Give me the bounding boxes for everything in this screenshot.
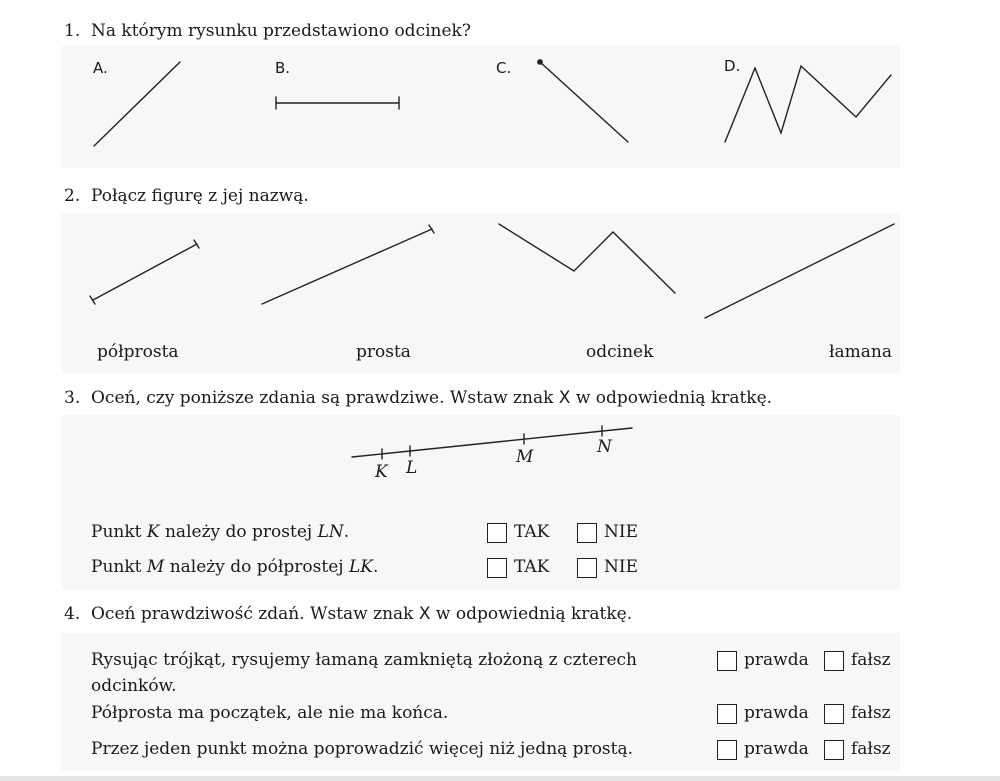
q2-number: 2. xyxy=(64,186,81,206)
q1-option-d-label: D. xyxy=(724,57,741,75)
q4-text-after: w odpowiednią kratkę. xyxy=(430,604,633,624)
q3-s2-nie-label: NIE xyxy=(604,557,638,577)
q1-figure-d-polyline xyxy=(725,66,891,142)
q4-s3-falsz-label: fałsz xyxy=(851,739,891,759)
q4-s3-falsz-checkbox[interactable] xyxy=(824,740,844,760)
page-bottom-edge xyxy=(0,776,1000,781)
q4-s1-falsz-label: fałsz xyxy=(851,650,891,670)
q4-statement-1-line1: Rysując trójkąt, rysujemy łamaną zamkniętą złożoną z czterech xyxy=(91,650,638,670)
q4-statement-1-line2: odcinków. xyxy=(91,676,177,696)
q1-text: Na którym rysunku przedstawiono odcinek? xyxy=(91,21,471,41)
q3-statement-1: Punkt K należy do prostej LN. xyxy=(91,522,350,542)
q4-text-before: Oceń prawdziwość zdań. Wstaw znak xyxy=(91,604,419,624)
q4-s1-prawda-label: prawda xyxy=(744,650,809,670)
q3-s1-tak-checkbox[interactable] xyxy=(487,523,507,543)
q2-figure-polyline xyxy=(499,224,675,293)
q3-number: 3. xyxy=(64,388,81,408)
q3-point-k: K xyxy=(375,462,388,482)
q4-mark: X xyxy=(418,604,431,624)
q2-figure-ray xyxy=(262,225,434,304)
q4-s2-falsz-label: fałsz xyxy=(851,703,891,723)
q3-line-figure xyxy=(352,426,632,459)
q3-s2-nie-checkbox[interactable] xyxy=(577,558,597,578)
q4-s3-prawda-checkbox[interactable] xyxy=(717,740,737,760)
q3-s2-tak-label: TAK xyxy=(514,557,550,577)
q2-figure-segment xyxy=(90,240,199,304)
q1-figure-a-line xyxy=(94,62,180,146)
q3-point-l: L xyxy=(406,458,418,478)
q2-name-prosta: prosta xyxy=(356,342,411,362)
q1-option-c-label: C. xyxy=(496,59,512,77)
q4-statement-2: Półprosta ma początek, ale nie ma końca. xyxy=(91,703,449,723)
q3-s1-tak-label: TAK xyxy=(514,522,550,542)
q4-s2-prawda-label: prawda xyxy=(744,703,809,723)
q1-option-a-label: A. xyxy=(93,59,108,77)
q3-text-after: w odpowiednią kratkę. xyxy=(570,388,773,408)
q3-mark: X xyxy=(558,388,571,408)
q2-name-polprosta: półprosta xyxy=(97,342,179,362)
q4-s1-falsz-checkbox[interactable] xyxy=(824,651,844,671)
q3-s2-tak-checkbox[interactable] xyxy=(487,558,507,578)
q3-text-before: Oceń, czy poniższe zdania są prawdziwe. Wstaw znak xyxy=(91,388,559,408)
q1-number: 1. xyxy=(64,21,81,41)
q3-statement-2: Punkt M należy do półprostej LK. xyxy=(91,557,379,577)
q4-instruction xyxy=(91,604,632,624)
q3-s1-nie-checkbox[interactable] xyxy=(577,523,597,543)
q3-s1-nie-label: NIE xyxy=(604,522,638,542)
q2-figure-line xyxy=(705,224,894,318)
q3-point-m: M xyxy=(516,447,534,467)
q2-name-lamana: łamana xyxy=(829,342,892,362)
q2-name-odcinek: odcinek xyxy=(586,342,654,362)
q1-figure-b-segment xyxy=(276,97,399,109)
q3-instruction xyxy=(91,388,772,408)
q1-option-b-label: B. xyxy=(275,59,291,77)
q1-figure-c-ray xyxy=(538,60,628,142)
q2-text: Połącz figurę z jej nazwą. xyxy=(91,186,309,206)
q4-statement-3: Przez jeden punkt można poprowadzić więcej niż jedną prostą. xyxy=(91,739,634,759)
q4-s1-prawda-checkbox[interactable] xyxy=(717,651,737,671)
q4-s3-prawda-label: prawda xyxy=(744,739,809,759)
q3-point-n: N xyxy=(597,437,612,457)
q4-s2-prawda-checkbox[interactable] xyxy=(717,704,737,724)
q4-number: 4. xyxy=(64,604,81,624)
q4-s2-falsz-checkbox[interactable] xyxy=(824,704,844,724)
